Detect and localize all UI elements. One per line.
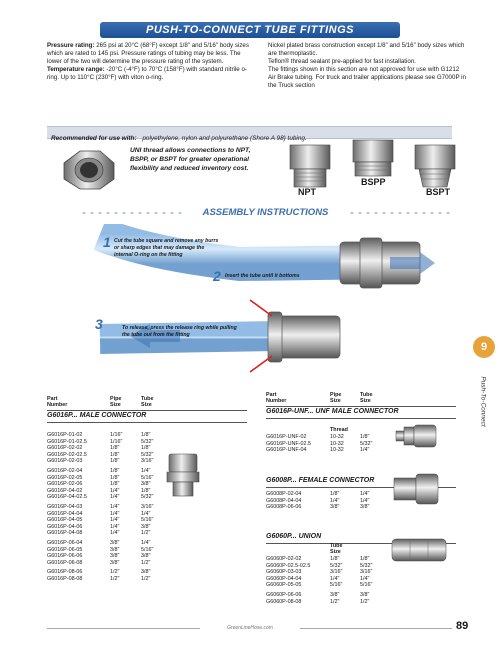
- bspt-fitting-image: [405, 143, 465, 191]
- tube-size-cell: 1/4": [360, 491, 370, 497]
- tube-size-cell: 5/32": [141, 438, 154, 445]
- pipe-size-cell: 3/16": [330, 569, 343, 576]
- part-number-cell: G6016P-01-02: [47, 432, 83, 438]
- tube-size-cell: 1/2": [141, 530, 151, 537]
- dots-right: [348, 211, 450, 215]
- part-number-cell: G6008P-04-04: [266, 497, 302, 504]
- uni-fitting-image: [58, 143, 120, 195]
- part-number-cell: G6016P-UNF-02.5: [266, 440, 311, 447]
- tube-size-cell: 3/8": [360, 504, 370, 511]
- part-number-cell: G6016P-04-08: [47, 530, 83, 537]
- male-connector-image: [165, 450, 201, 498]
- left-divider: [47, 410, 247, 411]
- pipe-size-cell: 1/8": [110, 481, 120, 488]
- pipe-size-cell: 5/16": [330, 582, 343, 589]
- tube-size-cell: 1/4": [141, 468, 151, 474]
- tube-size-cell: 1/2": [141, 576, 151, 582]
- pipe-size-cell: 1/4": [330, 497, 340, 504]
- union-tube-header: Tube Size: [330, 543, 343, 555]
- pipe-size-cell: 3/8": [330, 504, 340, 511]
- npt-label: NPT: [298, 187, 316, 197]
- tube-size-cell: 1/4": [360, 575, 370, 582]
- temperature-text: -20°C (-4°F) to 70°C (158°F) with standard nitrile o-ring. Up to 110°C (230°F) with viton o-ring.: [47, 66, 247, 81]
- tube-size-cell: 3/8": [141, 523, 151, 530]
- tube-size-cell: 1/2": [360, 598, 370, 605]
- intro-right: [268, 42, 468, 90]
- part-number-cell: G6016P-04-03: [47, 504, 83, 510]
- right-header-part: Part Number: [266, 392, 287, 404]
- tube-size-cell: 5/16": [141, 517, 154, 524]
- tube-size-cell: 1/4": [360, 497, 370, 504]
- part-number-cell: G6060P-04-04: [266, 575, 302, 582]
- section-number: 9: [473, 336, 495, 358]
- pipe-size-cell: 3/8": [330, 592, 340, 598]
- right-header-tube: Tube Size: [360, 392, 373, 404]
- uni-thread-text: UNI thread allows connections to NPT, BSPP, or BSPT for greater operational flexibility and reduced inventory cost.: [130, 147, 251, 172]
- part-number-cell: G6016P-02-04: [47, 468, 83, 474]
- section-label: Push-To-Connect: [479, 376, 487, 427]
- pipe-size-cell: 3/8": [110, 546, 120, 553]
- pipe-size-cell: 3/8": [110, 559, 120, 566]
- air-brake-note: The fittings shown in this section are not approved for use with G1212 Air Brake tubing. For truck and trailer applications please see G7000P in the Truck section: [268, 66, 466, 89]
- tube-size-cell: 3/8": [141, 553, 151, 560]
- pipe-size-cell: 1/8": [110, 451, 120, 458]
- male-connector-title: G6016P... MALE CONNECTOR: [47, 412, 147, 419]
- tube-size-cell: 1/4": [360, 447, 370, 454]
- part-number-cell: G6016P-06-06: [47, 553, 83, 560]
- tube-size-cell: 1/2": [141, 559, 151, 566]
- page-title: PUSH-TO-CONNECT TUBE FITTINGS: [145, 24, 354, 36]
- section-tab[interactable]: [473, 336, 495, 476]
- tube-size-cell: 1/8": [141, 445, 151, 452]
- step-2-text: Insert the tube until it bottoms: [225, 273, 300, 279]
- pipe-size-cell: 1/8": [330, 491, 340, 497]
- pipe-size-cell: 1/4": [110, 530, 120, 537]
- part-number-cell: G6016P-04-04: [47, 510, 83, 517]
- tube-size-cell: 1/4": [141, 540, 151, 546]
- step-2-number: 2: [213, 268, 221, 284]
- part-number-cell: G6016P-02-02: [47, 445, 83, 452]
- left-header-pipe: Pipe Size: [110, 396, 122, 408]
- dots-left: [80, 211, 184, 215]
- tube-size-cell: 1/8": [141, 432, 151, 438]
- recommended-text: polyethylene, nylon and polyurethane (Shore A 98) tubing.: [140, 135, 307, 142]
- pipe-size-cell: 1/8": [110, 458, 120, 465]
- pipe-size-cell: 1/4": [110, 523, 120, 530]
- bspp-label: BSPP: [361, 177, 386, 187]
- pressure-text: 265 psi at 20°C (68°F) except 1/8" and 5/16" body sizes which are rated to 145 psi. Pressure ratings of tubing may be less. The lower of the two will determine the pressure rating of the system.: [47, 42, 249, 65]
- sealant-text: Teflon® thread sealant pre-applied for fast installation.: [268, 58, 416, 65]
- female-connector-image: [392, 472, 440, 506]
- construction-text: Nickel plated brass construction except 1/8" and 5/16" body sizes which are thermoplastic.: [268, 42, 465, 57]
- tube-size-cell: 3/16": [141, 458, 154, 465]
- pipe-size-cell: 1/4": [110, 517, 120, 524]
- part-number-cell: G6016P-06-04: [47, 540, 83, 546]
- part-number-cell: G6016P-02-03: [47, 458, 83, 465]
- right-divider: [266, 406, 456, 407]
- bspt-label: BSPT: [426, 187, 451, 197]
- tube-size-cell: 1/4": [141, 510, 151, 517]
- pipe-size-cell: 1/2": [110, 576, 120, 582]
- step-1-number: 1: [103, 234, 111, 250]
- tube-size-cell: 5/16": [360, 582, 373, 589]
- part-number-cell: G6008P-02-04: [266, 491, 302, 497]
- left-header-part: Part Number: [47, 396, 68, 408]
- pipe-size-cell: 10-32: [330, 434, 344, 440]
- part-number-cell: G6016P-08-06: [47, 569, 83, 576]
- tube-size-cell: 5/32": [141, 451, 154, 458]
- tube-size-cell: 1/8": [360, 556, 370, 562]
- pipe-size-cell: 1/4": [110, 487, 120, 494]
- part-number-cell: G6060P-05-05: [266, 582, 302, 589]
- step-1-text: Cut the tube square and remove any burrs or sharp edges that may damage the internal O-ring on the fitting: [114, 238, 219, 258]
- tube-size-cell: 3/8": [360, 592, 370, 598]
- part-number-cell: G6016P-UNF-02: [266, 434, 307, 440]
- part-number-cell: G6016P-01-02.5: [47, 438, 87, 445]
- tube-size-cell: 5/16": [141, 474, 154, 481]
- part-number-cell: G6016P-04-02.5: [47, 494, 87, 501]
- pipe-size-cell: 1/8": [110, 468, 120, 474]
- union-image: [390, 535, 448, 565]
- part-number-cell: G6060P-06-06: [266, 592, 302, 598]
- unf-connector-image: [394, 423, 438, 449]
- pipe-size-cell: 10-32: [330, 447, 344, 454]
- part-number-cell: G6016P-02-05: [47, 474, 83, 481]
- pipe-size-cell: 3/8": [110, 553, 120, 560]
- step-3-text: To release, press the release ring while pulling the tube out from the fitting: [122, 325, 237, 338]
- pipe-size-cell: 5/32": [330, 562, 343, 569]
- left-divider-2: [47, 422, 247, 423]
- part-number-cell: G6008P-06-06: [266, 504, 302, 511]
- assembly-title: ASSEMBLY INSTRUCTIONS: [202, 207, 329, 218]
- pressure-label: Pressure rating:: [47, 42, 95, 49]
- pipe-size-cell: 1/8": [330, 556, 340, 562]
- bspp-fitting-image: [343, 138, 403, 178]
- pipe-size-cell: 1/8": [110, 445, 120, 452]
- tube-size-cell: 5/16": [141, 546, 154, 553]
- step-3-number: 3: [95, 316, 103, 332]
- intro-left: [47, 42, 257, 82]
- footer-url[interactable]: GreenLineHose.com: [200, 625, 300, 631]
- unf-connector-title: G6016P-UNF... UNF MALE CONNECTOR: [266, 408, 399, 415]
- part-number-cell: G6060P-02.5-02.5: [266, 562, 311, 569]
- part-number-cell: G6016P-02-06: [47, 481, 83, 488]
- part-number-cell: G6060P-08-08: [266, 598, 302, 605]
- tube-size-cell: 5/32": [360, 440, 373, 447]
- page-title-bar: [100, 22, 400, 38]
- pipe-size-cell: 1/4": [110, 504, 120, 510]
- left-header-tube: Tube Size: [141, 396, 154, 408]
- npt-fitting-image: [280, 143, 340, 191]
- part-number-cell: G6060P-02-02: [266, 556, 302, 562]
- pipe-size-cell: 1/16": [110, 432, 123, 438]
- pipe-size-cell: 1/4": [110, 494, 120, 501]
- tube-size-cell: 1/8": [141, 487, 151, 494]
- part-number-cell: G6016P-UNF-04: [266, 447, 307, 454]
- part-number-cell: G6016P-06-08: [47, 559, 83, 566]
- pipe-size-cell: 1/4": [330, 575, 340, 582]
- temperature-label: Temperature range:: [47, 66, 105, 73]
- tube-size-cell: 5/32": [360, 562, 373, 569]
- part-number-cell: G6016P-06-05: [47, 546, 83, 553]
- pipe-size-cell: 1/8": [110, 474, 120, 481]
- part-number-cell: G6016P-04-05: [47, 517, 83, 524]
- part-number-cell: G6060P-03-03: [266, 569, 302, 576]
- tube-size-cell: 3/8": [141, 481, 151, 488]
- pipe-size-cell: 10-32: [330, 440, 344, 447]
- female-connector-title: G6008P... FEMALE CONNECTOR: [266, 477, 375, 484]
- part-number-cell: G6016P-08-08: [47, 576, 83, 582]
- part-number-cell: G6016P-02-02.5: [47, 451, 87, 458]
- pipe-size-cell: 1/16": [110, 438, 123, 445]
- tube-size-cell: 3/16": [141, 504, 154, 510]
- part-number-cell: G6016P-04-06: [47, 523, 83, 530]
- tube-size-cell: 3/16": [360, 569, 373, 576]
- pipe-size-cell: 1/2": [110, 569, 120, 576]
- right-header-pipe: Pipe Size: [330, 392, 342, 404]
- right-divider-2: [266, 418, 456, 419]
- assembly-header: [80, 207, 450, 219]
- pipe-size-cell: 3/8": [110, 540, 120, 546]
- part-number-cell: G6016P-04-02: [47, 487, 83, 494]
- tube-size-cell: 5/32": [141, 494, 154, 501]
- pipe-size-cell: 1/4": [110, 510, 120, 517]
- unf-thread-header: Thread: [330, 427, 348, 433]
- tube-size-cell: 1/8": [360, 434, 370, 440]
- pipe-size-cell: 1/2": [330, 598, 340, 605]
- recommended-label: Recommended for use with:: [51, 135, 137, 142]
- union-title: G6060P... UNION: [266, 533, 322, 540]
- page-number: 89: [456, 620, 469, 632]
- tube-size-cell: 3/8": [141, 569, 151, 576]
